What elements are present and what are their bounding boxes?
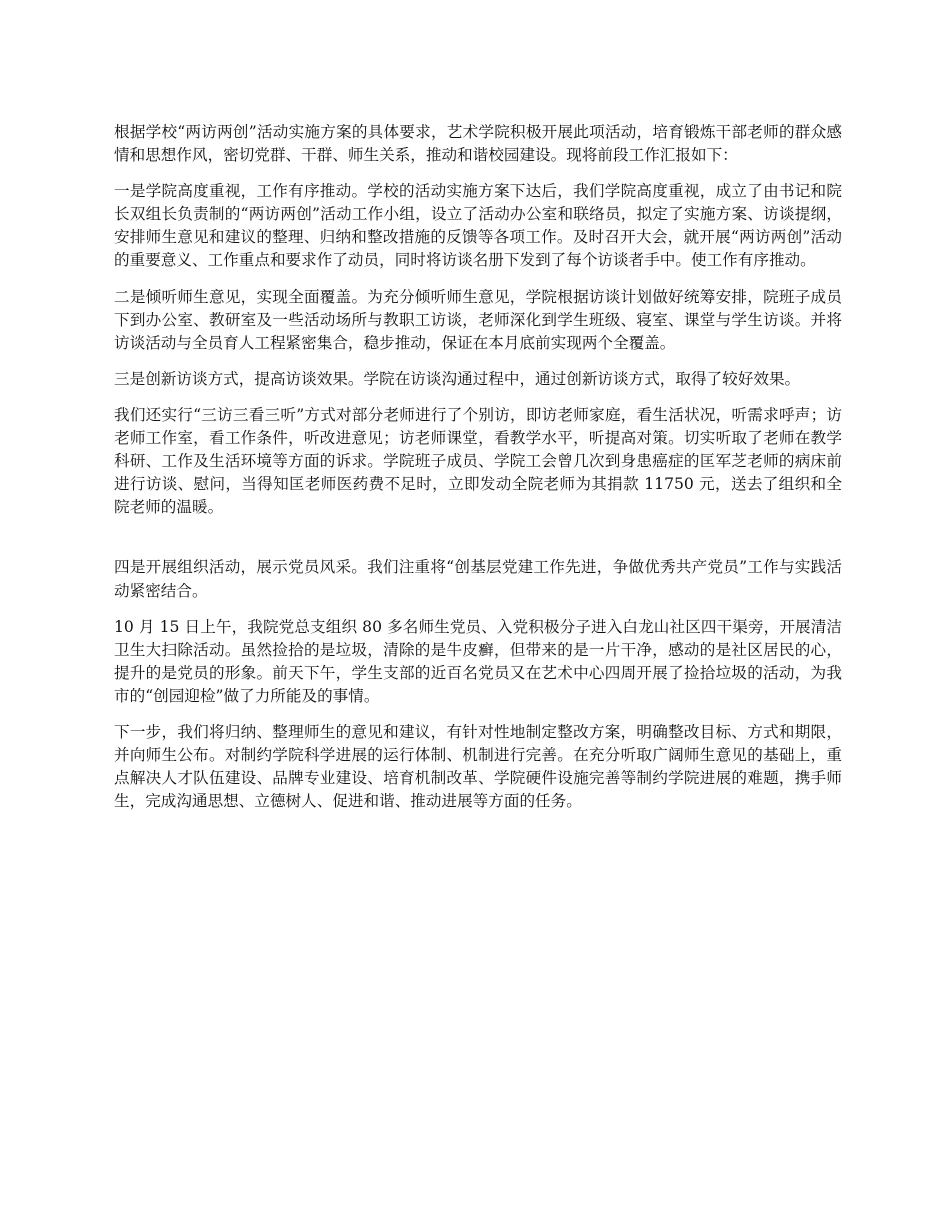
section-four-detail-paragraph: 10 月 15 日上午，我院党总支组织 80 多名师生党员、入党积极分子进入白龙山社区四干渠旁，开展清洁卫生大扫除活动。虽然捡拾的是垃圾，清除的是牛皮癣，但带来的是一片干净，感动的是社区居民的心，提升的是党员的形象。前天下午，学生支部的近百名党员又在艺术中心四周开展了捡拾垃圾的活动，为我市的“创园迎检”做了力所能及的事情。: [114, 617, 842, 705]
section-four-paragraph: 四是开展组织活动，展示党员风采。我们注重将“创基层党建工作先进，争做优秀共产党员”工作与实践活动紧密结合。: [114, 558, 842, 600]
next-steps-paragraph: 下一步，我们将归纳、整理师生的意见和建议，有针对性地制定整改方案，明确整改目标、方式和期限，并向师生公布。对制约学院科学进展的运行体制、机制进行完善。在充分听取广阔师生意见的基础上，重点解决人才队伍建设、品牌专业建设、培育机制改革、学院硬件设施完善等制约学院进展的难题，携手师生，完成沟通思想、立德树人、促进和谐、推动进展等方面的任务。: [114, 722, 842, 811]
section-three-detail-paragraph: 我们还实行“三访三看三听”方式对部分老师进行了个别访，即访老师家庭，看生活状况，听需求呼声；访老师工作室，看工作条件，听改进意见；访老师课堂，看教学水平，听提高对策。切实听取了老师在教学科研、工作及生活环境等方面的诉求。学院班子成员、学院工会曾几次到身患癌症的匡军芝老师的病床前进行访谈、慰问，当得知匡老师医药费不足时，立即发动全院老师为其捐款 11750 元，送去了组织和全院老师的温暖。: [114, 405, 842, 517]
section-three-paragraph: 三是创新访谈方式，提高访谈效果。学院在访谈沟通过程中，通过创新访谈方式，取得了较好效果。: [114, 369, 801, 388]
document-body: [114, 121, 842, 826]
section-two-paragraph: 二是倾听师生意见，实现全面覆盖。为充分倾听师生意见，学院根据访谈计划做好统筹安排，院班子成员下到办公室、教研室及一些活动场所与教职工访谈，老师深化到学生班级、寝室、课堂与学生访谈。并将访谈活动与全员育人工程紧密集合，稳步推动，保证在本月底前实现两个全覆盖。: [114, 287, 842, 352]
intro-paragraph: 根据学校“两访两创”活动实施方案的具体要求，艺术学院积极开展此项活动，培育锻炼干部老师的群众感情和思想作风，密切党群、干群、师生关系，推动和谐校园建设。现将前段工作汇报如下：: [114, 123, 842, 165]
section-spacer: [114, 532, 842, 556]
section-one-paragraph: 一是学院高度重视，工作有序推动。学校的活动实施方案下达后，我们学院高度重视，成立了由书记和院长双组长负责制的“两访两创”活动工作小组，设立了活动办公室和联络员，拟定了实施方案、访谈提纲，安排师生意见和建议的整理、归纳和整改措施的反馈等各项工作。及时召开大会，就开展“两访两创”活动的重要意义、工作重点和要求作了动员，同时将访谈名册下发到了每个访谈者手中。使工作有序推动。: [114, 182, 842, 270]
